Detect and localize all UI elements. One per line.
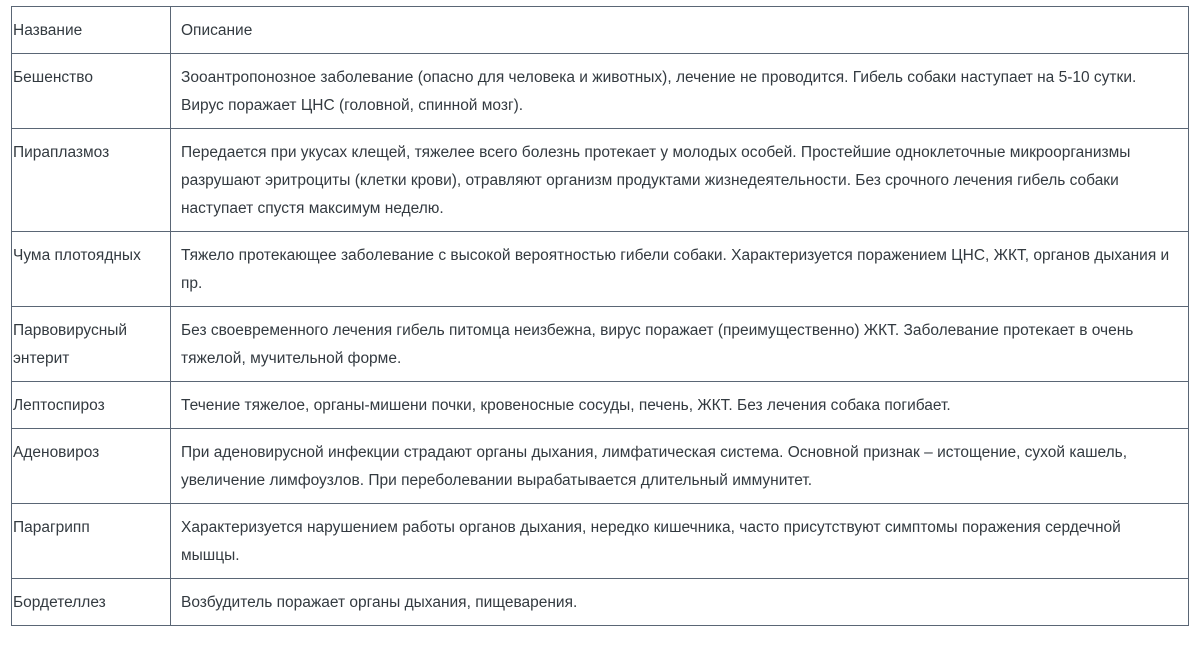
disease-description: Возбудитель поражает органы дыхания, пищеварения. xyxy=(171,579,1189,626)
disease-description: При аденовирусной инфекции страдают органы дыхания, лимфатическая система. Основной признак – истощение, сухой кашель, увеличение лимфоузлов. При переболевании вырабатывается длительный иммунитет. xyxy=(171,429,1189,504)
table-row xyxy=(12,382,1189,429)
disease-name: Бордетеллез xyxy=(12,579,171,626)
table-row xyxy=(12,129,1189,232)
disease-name: Парагрипп xyxy=(12,504,171,579)
table-row xyxy=(12,54,1189,129)
disease-description: Характеризуется нарушением работы органов дыхания, нередко кишечника, часто присутствуют симптомы поражения сердечной мышцы. xyxy=(171,504,1189,579)
disease-description: Без своевременного лечения гибель питомца неизбежна, вирус поражает (преимущественно) ЖКТ. Заболевание протекает в очень тяжелой, мучительной форме. xyxy=(171,307,1189,382)
disease-name: Аденовироз xyxy=(12,429,171,504)
header-name-cell: Название xyxy=(12,7,171,54)
disease-name: Чума плотоядных xyxy=(12,232,171,307)
table-header-row xyxy=(12,7,1189,54)
table-row xyxy=(12,429,1189,504)
diseases-table xyxy=(11,6,1189,626)
table-row xyxy=(12,579,1189,626)
disease-name: Пираплазмоз xyxy=(12,129,171,232)
table-row xyxy=(12,307,1189,382)
disease-name: Бешенство xyxy=(12,54,171,129)
disease-description: Течение тяжелое, органы-мишени почки, кровеносные сосуды, печень, ЖКТ. Без лечения собака погибает. xyxy=(171,382,1189,429)
disease-description: Зооантропонозное заболевание (опасно для человека и животных), лечение не проводится. Гибель собаки наступает на 5-10 сутки. Вирус поражает ЦНС (головной, спинной мозг). xyxy=(171,54,1189,129)
header-description-cell: Описание xyxy=(171,7,1189,54)
disease-description: Передается при укусах клещей, тяжелее всего болезнь протекает у молодых особей. Простейшие одноклеточные микроорганизмы разрушают эритроциты (клетки крови), отравляют организм продуктами жизнедеятельности. Без срочного лечения гибель собаки наступает спустя максимум неделю. xyxy=(171,129,1189,232)
disease-name: Парвовирусный энтерит xyxy=(12,307,171,382)
table-row xyxy=(12,504,1189,579)
disease-description: Тяжело протекающее заболевание с высокой вероятностью гибели собаки. Характеризуется поражением ЦНС, ЖКТ, органов дыхания и пр. xyxy=(171,232,1189,307)
disease-name: Лептоспироз xyxy=(12,382,171,429)
table-row xyxy=(12,232,1189,307)
